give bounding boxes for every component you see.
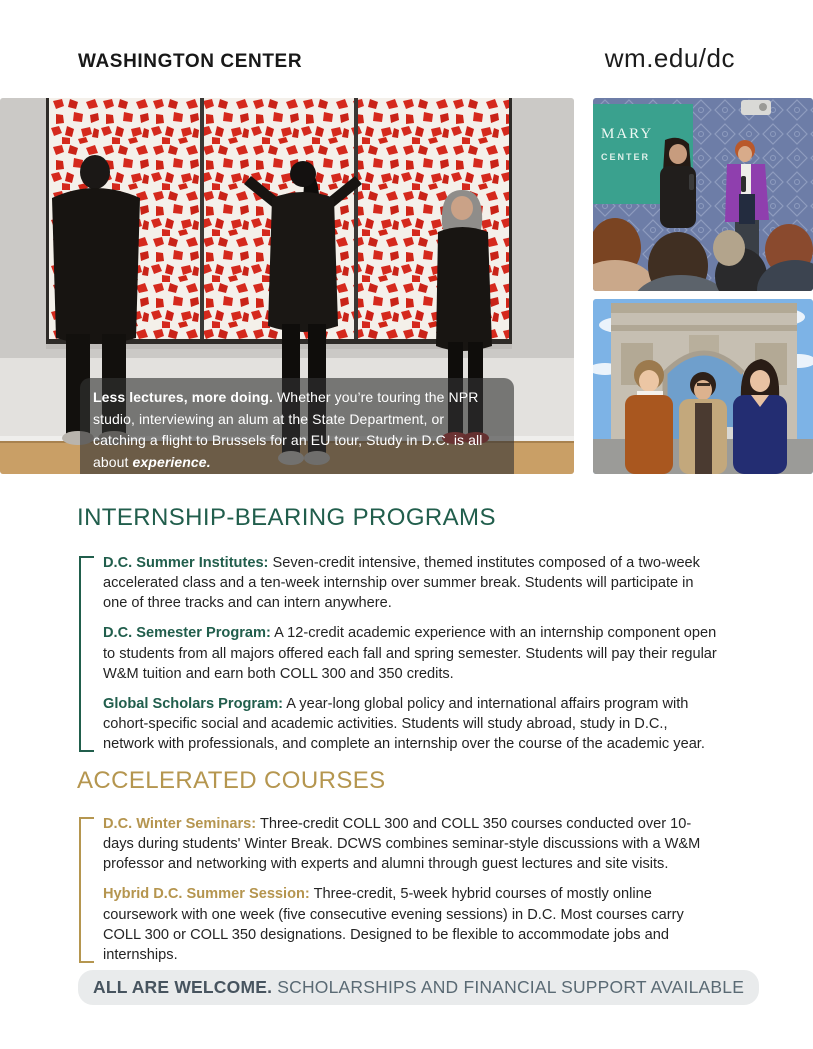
section-title-internship-programs: INTERNSHIP-BEARING PROGRAMS [77,504,496,531]
item-lead: D.C. Summer Institutes: [103,555,269,571]
item-body: Three-credit, 5-week hybrid courses of mostly online coursework with one week (five consecutive evening sessions) in D.C. Most courses carry COLL 300 or COLL 350 designations. Designed to be flexible to accommodate jobs and internships. [103,886,684,963]
item-lead: Global Scholars Program: [103,695,284,712]
panel-discussion-photo [593,98,813,291]
panel-illustration [593,98,813,291]
green-bracket-decoration [79,556,94,752]
list-item-semester-program [103,623,721,683]
item-body: A year-long global policy and international affairs program with cohort-specific social and academic activities. Students will study abroad, study in D.C., network with professionals, and complete an internship over the course of the academic year. [103,695,705,752]
welcome-banner-lead: ALL ARE WELCOME. [93,977,273,997]
accelerated-courses-list [79,814,727,965]
item-lead: D.C. Winter Seminars: [103,816,257,832]
caption-emphasis: experience. [132,454,211,471]
caption-body: Whether you’re touring the NPR studio, interviewing an alum at the State Department, or catching a flight to Brussels for an EU tour, Study in D.C. is all about [93,389,483,471]
screen-text-line1: MARY [601,126,654,142]
item-lead: D.C. Semester Program: [103,625,271,642]
gold-bracket-decoration [79,817,94,963]
list-item-winter-seminars [103,814,721,874]
item-lead: Hybrid D.C. Summer Session: [103,886,310,903]
brand-wordmark: WASHINGTON CENTER [78,51,303,72]
item-body: A 12-credit academic experience with an internship component open to students from all majors offered each fall and spring semester. Students will pay their regular W&M tuition and earn both COLL 300 and 350 credits. [103,625,717,682]
list-item-global-scholars [103,694,721,754]
welcome-banner-text: SCHOLARSHIPS AND FINANCIAL SUPPORT AVAILABLE [277,977,745,997]
arc-de-triomphe-photo [593,299,813,474]
website-url[interactable]: wm.edu/dc [604,43,735,73]
hero-caption [80,378,514,474]
item-body: Three-credit COLL 300 and COLL 350 courses conducted over 10-days during students' Winter Break. DCWS combines seminar-style discussions with a W&M professor and networking with experts and alumni through guest lectures and site visits. [103,816,701,873]
screen-text-line2: CENTER [601,152,651,162]
list-item-hybrid-summer [103,884,721,965]
arc-illustration [593,299,813,474]
list-item-summer-institutes [103,553,721,613]
item-body: Seven-credit intensive, themed institutes composed of a two-week accelerated class and a ten-week internship over summer break. Students will participate in one of three tracks and can intern anywhere. [103,555,700,612]
section-title-accelerated-courses: ACCELERATED COURSES [77,767,386,794]
welcome-banner [78,970,759,1005]
internship-programs-list [79,553,727,754]
caption-lead: Less lectures, more doing. [93,389,273,405]
hero-photo-gallery [0,98,574,474]
projector [741,100,771,115]
